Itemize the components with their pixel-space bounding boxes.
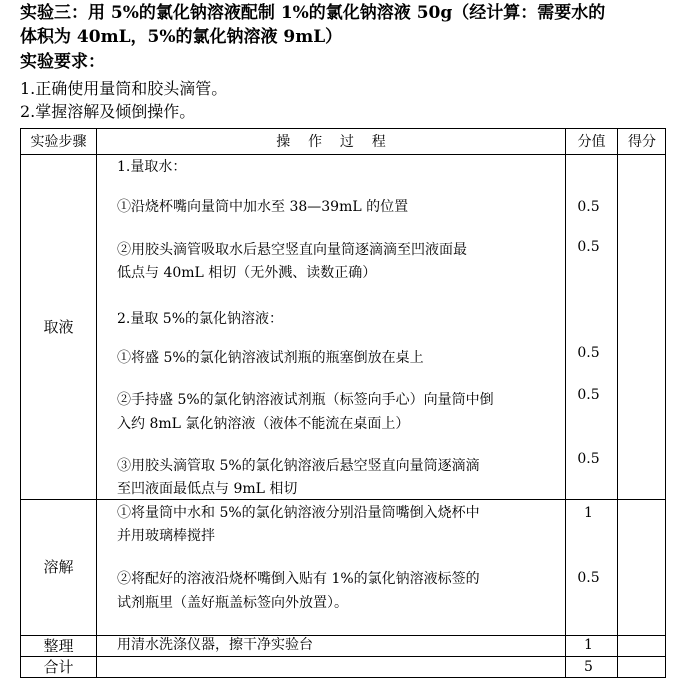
quye-item1-score: 0.5 xyxy=(577,199,600,215)
quye-item2-line1: ②用胶头滴管吸取水后悬空竖直向量筒逐滴滴至凹液面最 xyxy=(117,242,467,258)
quye-item3: ①将盛 5%的氯化钠溶液试剂瓶的瓶塞倒放在桌上 xyxy=(117,350,424,366)
rongjie-item2-score: 0.5 xyxy=(577,570,600,586)
header-score: 分值 xyxy=(577,134,606,150)
experiment-title-line2: 体积为 40mL，5%的氯化钠溶液 9mL） xyxy=(20,27,343,47)
requirements-title: 实验要求： xyxy=(20,52,105,72)
rongjie-item2-line2: 试剂瓶里（盖好瓶盖标签向外放置）。 xyxy=(117,595,348,611)
quye-item4-line1: ②手持盛 5%的氯化钠溶液试剂瓶（标签向手心）向量筒中倒 xyxy=(117,392,494,408)
experiment-title-line1: 实验三：用 5%的氯化钠溶液配制 1%的氯化钠溶液 50g（经计算：需要水的 xyxy=(20,3,606,23)
table-divider xyxy=(21,656,665,657)
quye-item2-line2: 低点与 40mL 相切（无外溅、读数正确） xyxy=(117,265,377,281)
quye-item4-line2: 入约 8mL 氯化钠溶液（液体不能流在桌面上） xyxy=(117,416,410,432)
quye-item5-line2: 至凹液面最低点与 9mL 相切 xyxy=(117,481,298,497)
header-process: 操 作 过 程 xyxy=(276,134,386,150)
rongjie-item1-line2: 并用玻璃棒搅拌 xyxy=(117,528,215,544)
table-divider xyxy=(96,129,97,677)
quye-item5-score: 0.5 xyxy=(577,451,600,467)
total-score: 5 xyxy=(584,659,593,675)
rongjie-item1-score: 1 xyxy=(584,505,593,521)
step-rongjie: 溶解 xyxy=(43,558,74,576)
zhengli-item: 用清水洗涤仪器，擦干净实验台 xyxy=(117,637,313,653)
quye-sub1: 1.量取水： xyxy=(117,159,187,175)
quye-item2-score: 0.5 xyxy=(577,239,600,255)
requirement-1: 1.正确使用量筒和胶头滴管。 xyxy=(20,79,228,98)
quye-item3-score: 0.5 xyxy=(577,345,600,361)
header-got: 得分 xyxy=(628,134,656,150)
quye-item1: ①沿烧杯嘴向量筒中加水至 38—39mL 的位置 xyxy=(117,199,409,215)
quye-item4-score: 0.5 xyxy=(577,387,600,403)
quye-item5-line1: ③用胶头滴管取 5%的氯化钠溶液后悬空竖直向量筒逐滴滴 xyxy=(117,458,480,474)
step-zhengli: 整理 xyxy=(43,637,74,655)
rongjie-item2-line1: ②将配好的溶液沿烧杯嘴倒入贴有 1%的氯化钠溶液标签的 xyxy=(117,571,480,587)
scoring-table xyxy=(20,128,666,678)
quye-sub2: 2.量取 5%的氯化钠溶液： xyxy=(117,311,284,327)
step-quye: 取液 xyxy=(43,318,74,336)
requirement-2: 2.掌握溶解及倾倒操作。 xyxy=(20,102,196,121)
table-divider xyxy=(617,129,618,677)
header-step: 实验步骤 xyxy=(30,134,87,150)
rongjie-item1-line1: ①将量筒中水和 5%的氯化钠溶液分别沿量筒嘴倒入烧杯中 xyxy=(117,505,480,521)
step-total: 合计 xyxy=(43,658,74,676)
zhengli-score: 1 xyxy=(584,637,593,653)
